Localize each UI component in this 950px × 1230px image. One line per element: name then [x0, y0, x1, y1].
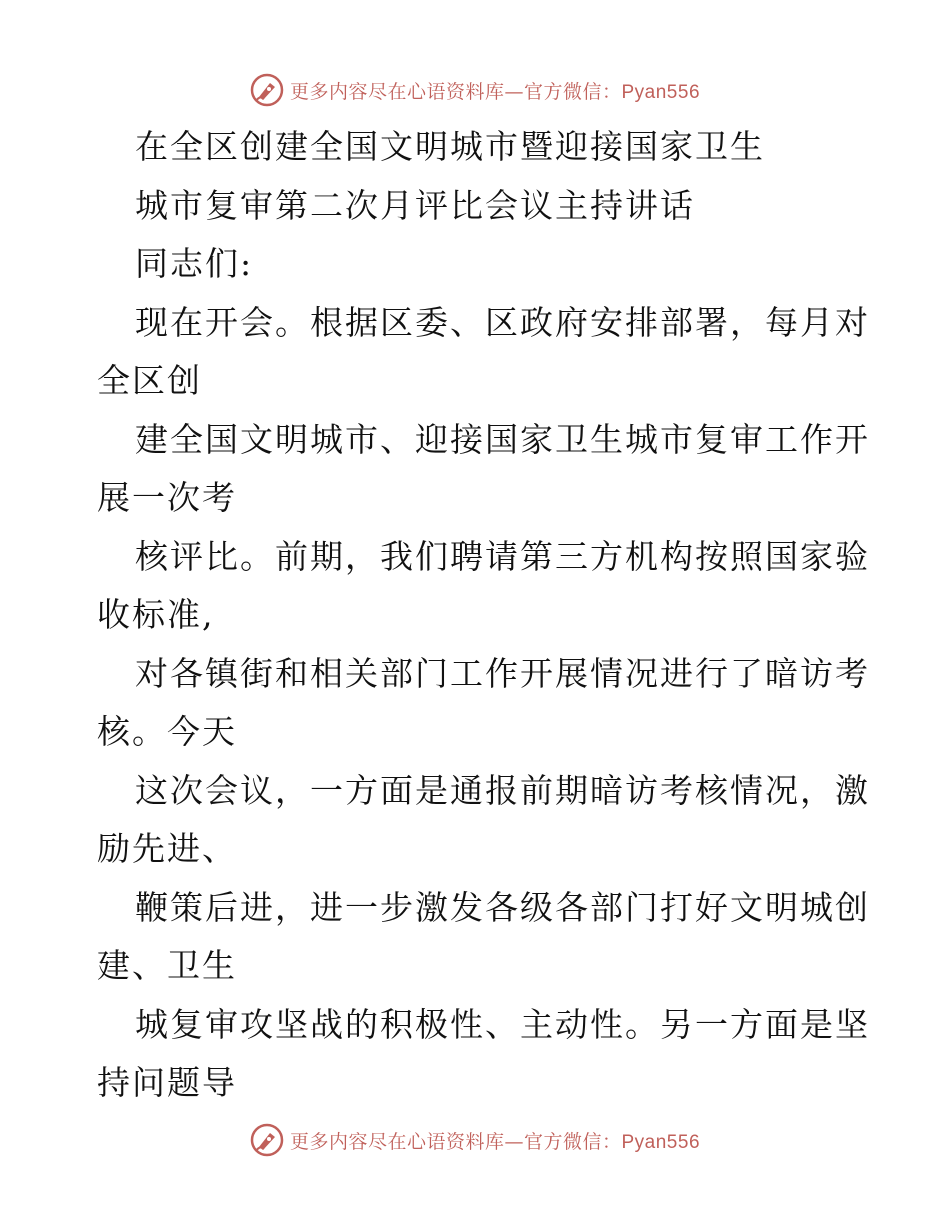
banner-handle: Pyan556	[621, 81, 701, 103]
text-line: 在全区创建全国文明城市暨迎接国家卫生	[135, 127, 765, 166]
text-line: 核。今天	[97, 712, 237, 751]
header-banner	[0, 70, 950, 110]
banner-text: 更多内容尽在心语资料库—官方微信：Pyan556	[289, 1130, 701, 1153]
text-line: 展一次考	[97, 478, 237, 517]
pen-nib-logo-icon	[250, 73, 284, 107]
text-line: 同志们:	[135, 244, 254, 283]
text-line: 对各镇街和相关部门工作开展情况进行了暗访考	[135, 653, 870, 693]
footer-banner	[0, 1120, 950, 1160]
banner-text: 更多内容尽在心语资料库—官方微信：Pyan556	[289, 80, 701, 103]
text-line: 鞭策后进，进一步激发各级各部门打好文明城创	[135, 887, 870, 927]
text-line: 建、卫生	[97, 946, 237, 985]
text-line: 全区创	[97, 361, 202, 400]
document-body	[97, 118, 870, 1113]
text-line: 城市复审第二次月评比会议主持讲话	[135, 185, 695, 225]
text-line: 建全国文明城市、迎接国家卫生城市复审工作开	[135, 419, 870, 459]
pen-nib-logo-icon	[250, 1123, 284, 1157]
text-line: 现在开会。根据区委、区政府安排部署，每月对	[135, 302, 870, 342]
text-line: 励先进、	[97, 829, 237, 868]
text-line: 这次会议，一方面是通报前期暗访考核情况，激	[135, 770, 870, 810]
text-line: 持问题导	[97, 1063, 237, 1102]
text-line: 核评比。前期，我们聘请第三方机构按照国家验	[135, 536, 870, 576]
text-line: 收标准,	[97, 595, 215, 634]
text-line: 城复审攻坚战的积极性、主动性。另一方面是坚	[135, 1004, 870, 1044]
banner-handle: Pyan556	[621, 1131, 701, 1153]
